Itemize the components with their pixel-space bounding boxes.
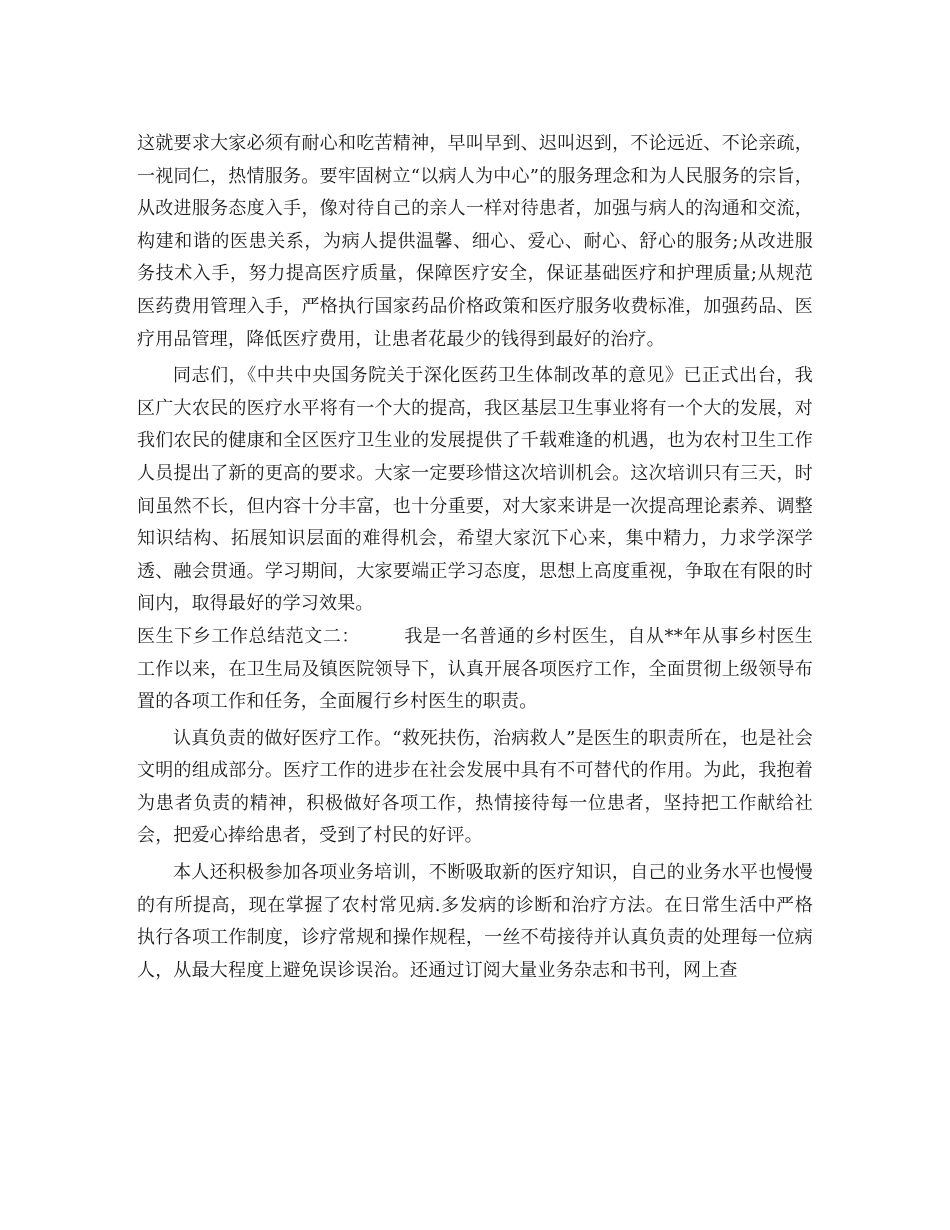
paragraph-training-address: 同志们，《中共中央国务院关于深化医药卫生体制改革的意见》已正式出台，我区广大农民的医疗水平将有一个大的提高，我区基层卫生事业将有一个大的发展，对我们农民的健康和全区医疗卫生业的发展提供了千载难逢的机遇，也为农村卫生工作人员提出了新的更高的要求。大家一定要珍惜这次培训机会。这次培训只有三天，时间虽然不长，但内容十分丰富，也十分重要，对大家来讲是一次提高理论素养、调整知识结构、拓展知识层面的难得机会，希望大家沉下心来，集中精力，力求学深学透、融会贯通。学习期间，大家要端正学习态度，思想上高度重视，争取在有限的时间内，取得最好的学习效果。	[137, 365, 813, 615]
section-heading: 医生下乡工作总结范文二：	[137, 625, 360, 647]
document-body	[137, 128, 813, 987]
summary-intro-text: 我是一名普通的乡村医生，自从**年从事乡村医生工作以来，在卫生局及镇医院领导下，认真开展各项医疗工作，全面贯彻上级领导布置的各项工作和任务，全面履行乡村医生的职责。	[137, 625, 813, 713]
paragraph-summary-intro	[137, 621, 813, 719]
paragraph-medical-work: 认真负责的做好医疗工作。“救死扶伤，治病救人”是医生的职责所在，也是社会文明的组成部分。医疗工作的进步在社会发展中具有不可替代的作用。为此，我抱着为患者负责的精神，积极做好各项工作，热情接待每一位患者，坚持把工作献给社会，把爱心捧给患者，受到了村民的好评。	[137, 727, 813, 847]
paragraph-service-requirements: 这就要求大家必须有耐心和吃苦精神，早叫早到、迟叫迟到，不论远近、不论亲疏，一视同仁，热情服务。要牢固树立“以病人为中心”的服务理念和为人民服务的宗旨，从改进服务态度入手，像对待自己的亲人一样对待患者，加强与病人的沟通和交流，构建和谐的医患关系，为病人提供温馨、细心、爱心、耐心、舒心的服务;从改进服务技术入手，努力提高医疗质量，保障医疗安全，保证基础医疗和护理质量;从规范医药费用管理入手，严格执行国家药品价格政策和医疗服务收费标准，加强药品、医疗用品管理，降低医疗费用，让患者花最少的钱得到最好的治疗。	[137, 133, 813, 350]
paragraph-training-study: 本人还积极参加各项业务培训，不断吸取新的医疗知识，自己的业务水平也慢慢的有所提高，现在掌握了农村常见病.多发病的诊断和治疗方法。在日常生活中严格执行各项工作制度，诊疗常规和操作规程，一丝不苟接待并认真负责的处理每一位病人，从最大程度上避免误诊误治。还通过订阅大量业务杂志和书刊，网上查	[137, 862, 813, 981]
